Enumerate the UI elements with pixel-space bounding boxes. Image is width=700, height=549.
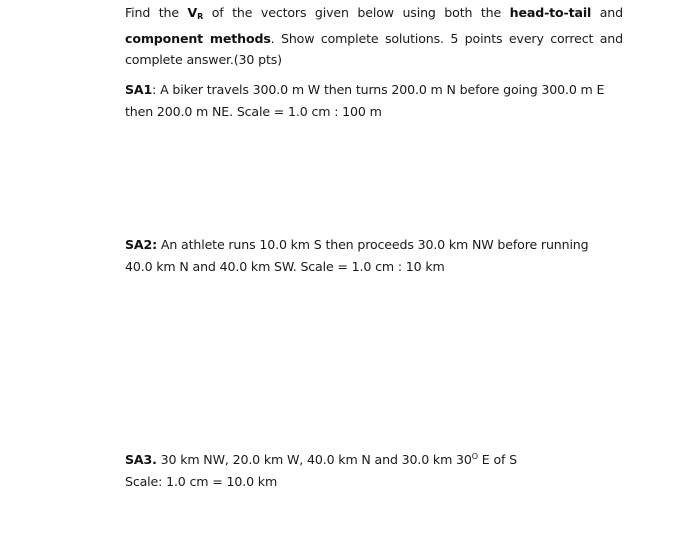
- vr-symbol: [188, 5, 204, 20]
- vr-subscript: R: [197, 12, 204, 21]
- sa3-line-1: [125, 446, 625, 471]
- intro-text-1: Find the: [125, 5, 188, 20]
- sa1-text-1: : A biker travels 300.0 m W then turns 200.0 m N before going 300.0 m E: [152, 82, 605, 97]
- sa3-line-2: Scale: 1.0 cm = 10.0 km: [125, 473, 278, 489]
- head-to-tail-term: head-to-tail: [509, 5, 592, 20]
- sa1-line-2: then 200.0 m NE. Scale = 1.0 cm : 100 m: [125, 103, 382, 119]
- sa1-line-1: [125, 79, 625, 101]
- problem-sa2: [125, 234, 625, 277]
- sa3-text-1: 30 km NW, 20.0 km W, 40.0 km N and 30.0 km 30: [156, 452, 472, 467]
- sa3-label: SA3.: [125, 452, 157, 467]
- component-methods-term: component methods: [125, 30, 271, 46]
- sa1-label: SA1: [125, 82, 153, 97]
- sa2-line-1: [125, 234, 625, 256]
- degree-symbol: O: [471, 452, 478, 461]
- problem-sa3: [125, 446, 625, 492]
- problem-sa1: [125, 79, 625, 122]
- sa2-text-1: An athlete runs 10.0 km S then proceeds 30.0 km NW before running: [157, 237, 589, 252]
- sa2-label: SA2:: [125, 237, 158, 252]
- sa3-text-2: E of S: [477, 452, 517, 467]
- sa2-line-2: 40.0 km N and 40.0 km SW. Scale = 1.0 cm : 10 km: [125, 258, 445, 274]
- intro-text-2: of the vectors given below using both the: [203, 5, 510, 20]
- vr-letter: V: [187, 5, 198, 20]
- instructions-paragraph: [125, 2, 623, 71]
- intro-text-4: . Show complete solutions. 5 points every correct and complete answer.(30 pts): [125, 30, 623, 67]
- intro-text-3: and: [591, 5, 623, 20]
